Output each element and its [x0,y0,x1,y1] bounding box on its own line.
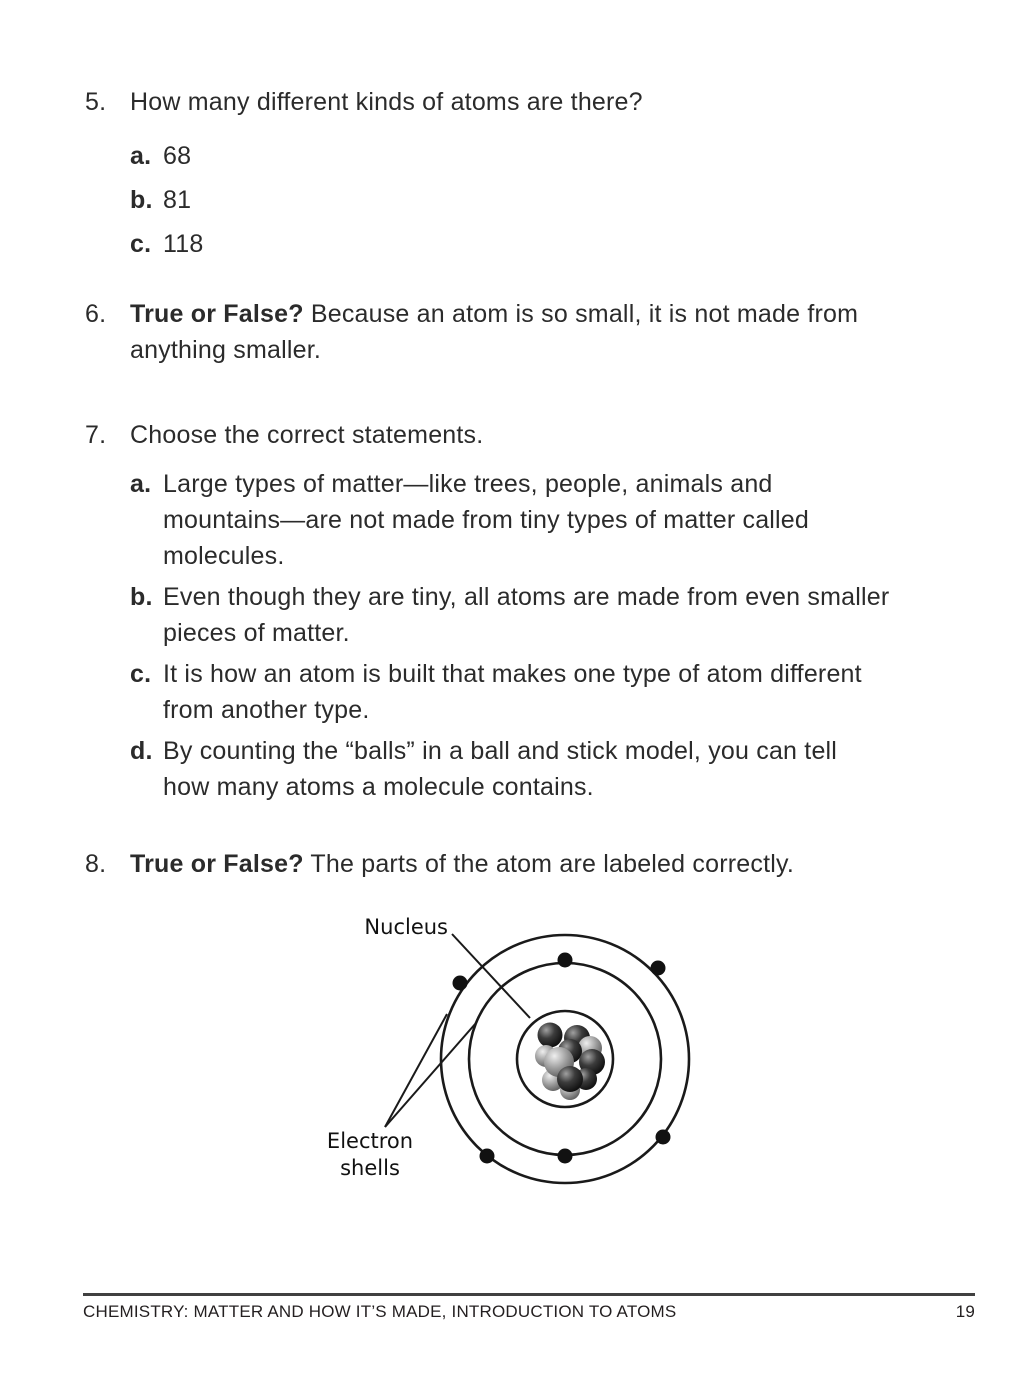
question-5-text: How many different kinds of atoms are there? [130,88,643,116]
atom-diagram [318,903,718,1215]
true-or-false-lead: True or False? [130,300,304,328]
option-letter: a. [130,470,152,498]
question-5-options [130,138,968,262]
question-5-option-c [130,226,968,262]
footer-page-number: 19 [955,1302,975,1321]
electron-dot [558,953,573,968]
question-7-body [130,417,968,810]
question-7-option-a [130,466,968,574]
option-letter: d. [130,737,153,765]
option-line: Large types of matter—like trees, people, animals and [163,470,773,498]
question-6-line-1 [130,296,968,332]
question-5 [85,84,968,270]
option-line: Even though they are tiny, all atoms are made from even smaller [163,583,890,611]
question-7-option-c [130,656,968,728]
question-8 [85,846,968,882]
question-5-option-b [130,182,968,218]
option-letter: a. [130,142,152,170]
electron-dot [453,976,468,991]
electron-shells-pointer-line-inner [385,1023,476,1127]
option-letter: b. [130,186,153,214]
option-letter: c. [130,230,152,258]
option-line: mountains—are not made from tiny types of matter called [163,506,810,534]
electron-dot [656,1130,671,1145]
option-line: pieces of matter. [163,619,350,647]
question-5-body [130,84,968,270]
question-7-option-b [130,579,968,651]
option-text: 81 [163,186,192,214]
nucleus-cluster [535,1023,605,1101]
question-6 [85,296,968,368]
question-8-body [130,846,968,882]
option-line: molecules. [163,542,285,570]
electron-shells-label-line2: shells [340,1156,400,1180]
question-8-line-1 [130,846,968,882]
nucleus-sphere [557,1066,583,1092]
page-footer [83,1293,975,1322]
question-6-text: Because an atom is so small, it is not made from [310,300,859,328]
nucleus-label: Nucleus [364,915,448,939]
question-7-text: Choose the correct statements. [130,421,484,449]
question-7 [85,417,968,810]
question-6-number: 6. [85,300,107,328]
question-7-option-d [130,733,968,805]
question-5-number: 5. [85,88,107,116]
electron-dot [480,1149,495,1164]
true-or-false-lead: True or False? [130,850,304,878]
option-line: how many atoms a molecule contains. [163,773,594,801]
question-8-number: 8. [85,850,107,878]
option-line: It is how an atom is built that makes one type of atom different [163,660,862,688]
question-8-text: The parts of the atom are labeled correctly. [310,850,794,878]
nucleus-sphere [538,1023,563,1048]
electron-shells-label-line1: Electron [326,1129,414,1153]
question-5-option-a [130,138,968,174]
electron-shells-pointer-line-outer [385,1014,447,1127]
question-6-body [130,296,968,368]
footer-title: CHEMISTRY: MATTER AND HOW IT’S MADE, INTRODUCTION TO ATOMS [83,1302,677,1321]
question-6-line-2: anything smaller. [130,336,321,364]
option-text: 68 [163,142,192,170]
option-line: from another type. [163,696,370,724]
option-text: 118 [163,230,204,258]
option-letter: b. [130,583,153,611]
option-letter: c. [130,660,152,688]
electron-dot [558,1149,573,1164]
question-7-options [130,466,968,805]
option-line: By counting the “balls” in a ball and stick model, you can tell [163,737,838,765]
electron-dot [651,961,666,976]
question-7-number: 7. [85,421,107,449]
